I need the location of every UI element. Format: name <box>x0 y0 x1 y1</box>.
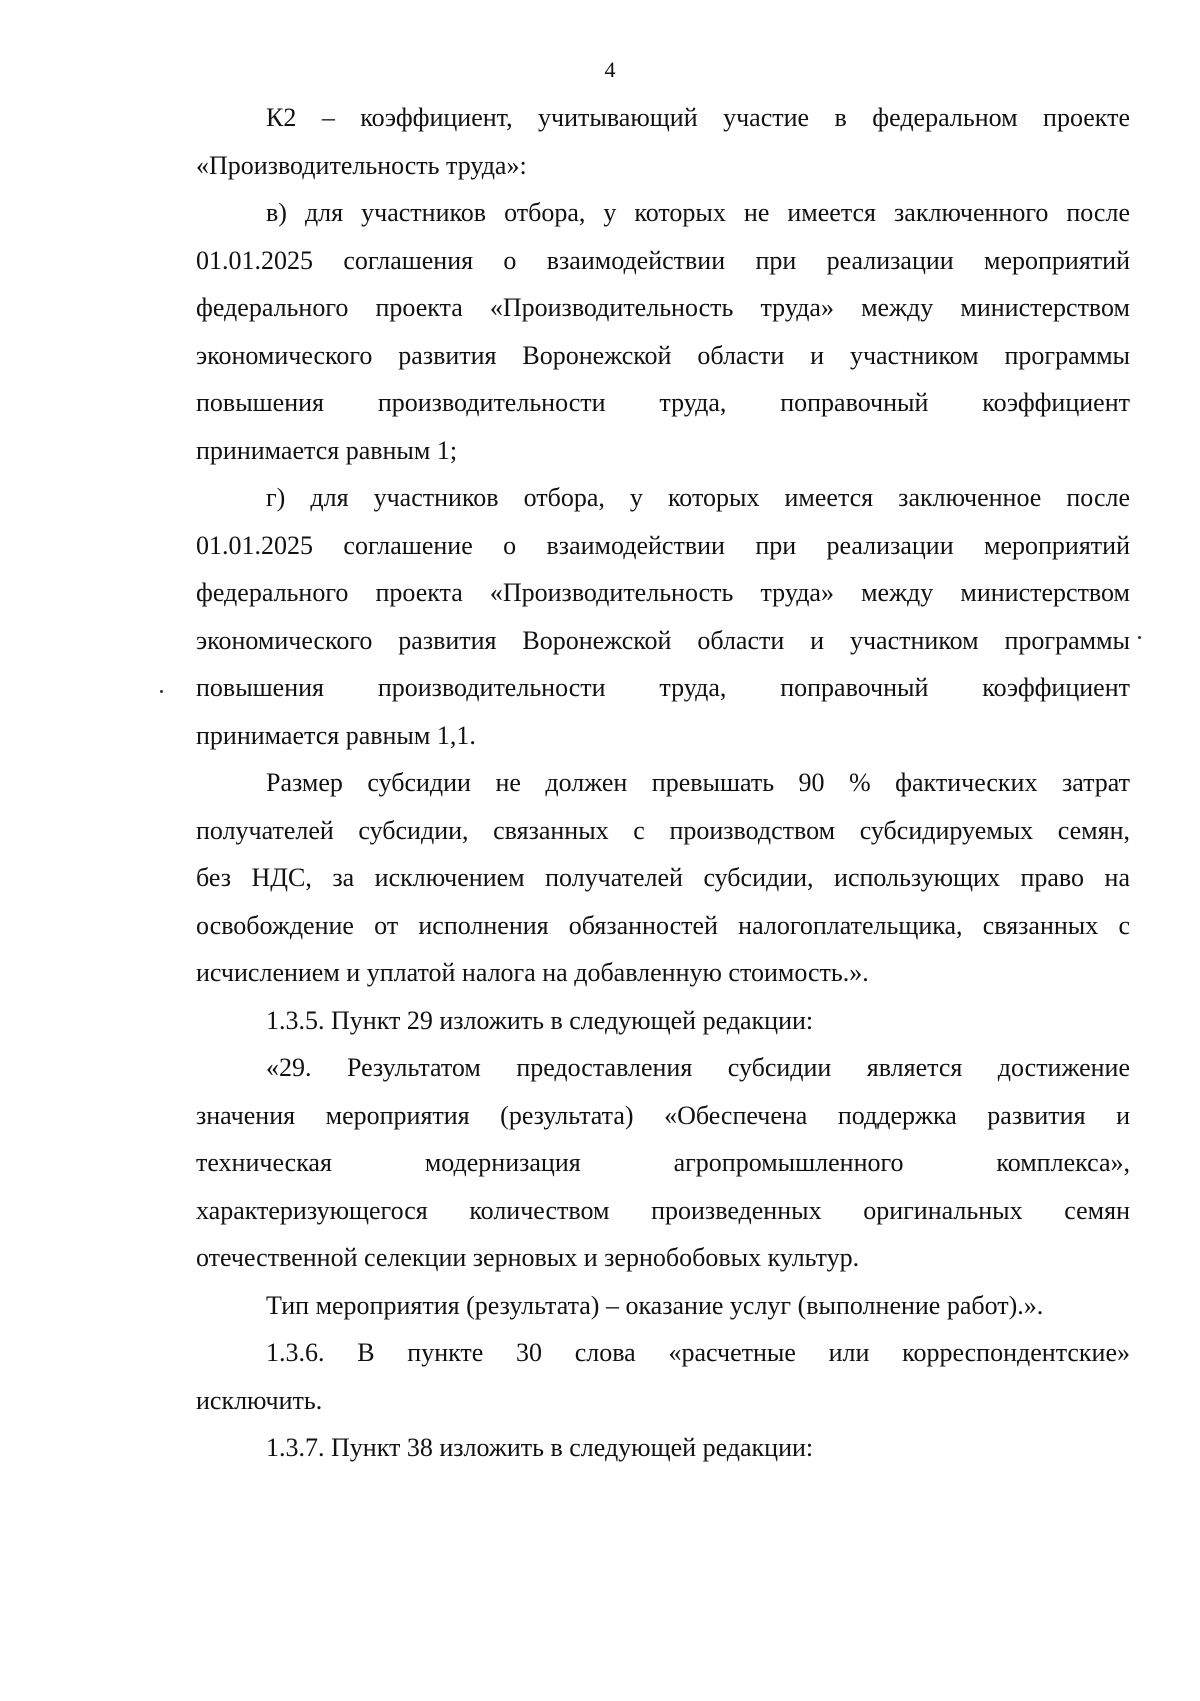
paragraph-1-3-5 <box>196 997 1130 1045</box>
text-line: 1.3.5. Пункт 29 изложить в следующей редакции: <box>266 1005 814 1035</box>
text-line: повышения производительности труда, поправочный коэффициент <box>196 388 1130 417</box>
scan-speck <box>1138 636 1141 639</box>
text-line: исключить. <box>196 1385 323 1415</box>
text-line: отечественной селекции зерновых и зернобобовых культур. <box>196 1243 860 1272</box>
text-line: повышения производительности труда, поправочный коэффициент <box>196 673 1130 702</box>
scan-speck <box>160 690 163 693</box>
text-line: 01.01.2025 соглашение о взаимодействии при реализации мероприятий <box>196 530 1130 560</box>
text-line: 1.3.7. Пункт 38 изложить в следующей редакции: <box>266 1433 814 1462</box>
text-line: характеризующегося количеством произведенных оригинальных семян <box>196 1195 1130 1225</box>
text-line: Тип мероприятия (результата) – оказание услуг (выполнение работ).». <box>266 1290 1044 1320</box>
paragraph-g <box>196 474 1130 759</box>
text-line: получателей субсидии, связанных с производством субсидируемых семян, <box>196 815 1130 845</box>
text-line: «29. Результатом предоставления субсидии является достижение <box>266 1053 1130 1082</box>
text-line: в) для участников отбора, у которых не имеется заключенного после <box>266 198 1130 227</box>
text-line: г) для участников отбора, у которых имеется заключенное после <box>266 483 1130 512</box>
text-line: принимается равным 1,1. <box>196 720 476 750</box>
text-line: федерального проекта «Производительность труда» между министерством <box>196 293 1130 322</box>
text-line: К2 – коэффициент, учитывающий участие в федеральном проекте <box>266 103 1130 132</box>
text-line: 01.01.2025 соглашения о взаимодействии при реализации мероприятий <box>196 245 1130 275</box>
text-line: принимается равным 1; <box>196 435 458 465</box>
paragraph-29 <box>196 1044 1130 1282</box>
text-line: освобождение от исполнения обязанностей налогоплательщика, связанных с <box>196 910 1130 940</box>
text-line: техническая модернизация агропромышленного комплекса», <box>196 1148 1130 1177</box>
paragraph-k2 <box>196 94 1130 189</box>
text-line: экономического развития Воронежской области и участником программы <box>196 340 1130 370</box>
paragraph-v <box>196 189 1130 474</box>
paragraph-1-3-6 <box>196 1329 1130 1424</box>
text-line: 1.3.6. В пункте 30 слова «расчетные или корреспондентские» <box>266 1338 1130 1367</box>
page-number: 4 <box>604 57 616 82</box>
paragraph-result-type <box>196 1282 1130 1330</box>
paragraph-subsidy-size <box>196 759 1130 997</box>
text-line: экономического развития Воронежской области и участником программы <box>196 625 1130 655</box>
text-line: исчислением и уплатой налога на добавленную стоимость.». <box>196 958 869 987</box>
text-line: без НДС, за исключением получателей субсидии, использующих право на <box>196 863 1130 892</box>
text-line: значения мероприятия (результата) «Обеспечена поддержка развития и <box>196 1100 1130 1130</box>
paragraph-1-3-7 <box>196 1424 1130 1472</box>
document-body <box>196 94 1130 1472</box>
text-line: федерального проекта «Производительность труда» между министерством <box>196 578 1130 607</box>
text-line: «Производительность труда»: <box>196 150 527 180</box>
text-line: Размер субсидии не должен превышать 90 % фактических затрат <box>266 768 1130 797</box>
